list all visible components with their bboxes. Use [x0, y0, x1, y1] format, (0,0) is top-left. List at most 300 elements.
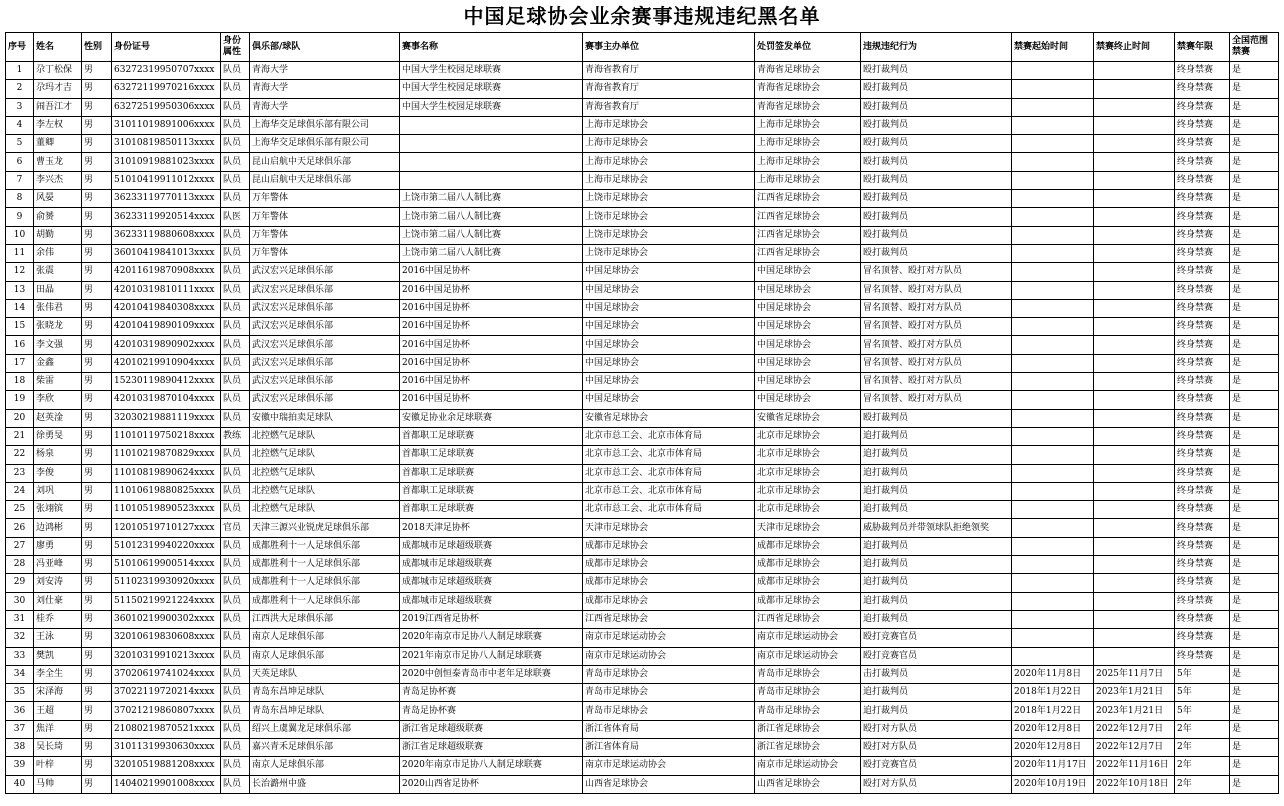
cell-ban-end [1094, 519, 1175, 537]
cell-issuer: 江西省足球协会 [755, 208, 861, 226]
table-row [6, 171, 1279, 189]
cell-issuer: 中国足球协会 [755, 281, 861, 299]
page-title: 中国足球协会业余赛事违规违纪黑名单 [463, 4, 821, 28]
cell-event: 2016中国足协杯 [400, 354, 583, 372]
cell-organizer: 北京市总工会、北京市体育局 [583, 446, 755, 464]
cell-ban-term: 终身禁赛 [1175, 190, 1230, 208]
cell-id-number: 37021219860807xxxx [112, 702, 221, 720]
cell-club: 南京人足球俱乐部 [250, 757, 400, 775]
cell-gender: 男 [82, 263, 112, 281]
cell-nationwide: 是 [1230, 116, 1279, 134]
cell-name: 刘安涛 [34, 574, 82, 592]
cell-violation: 殴打对方队员 [861, 720, 1012, 738]
cell-nationwide: 是 [1230, 62, 1279, 80]
cell-nationwide: 是 [1230, 501, 1279, 519]
cell-ban-end: 2025年11月7日 [1094, 665, 1175, 683]
cell-nationwide: 是 [1230, 318, 1279, 336]
cell-issuer: 北京市足球协会 [755, 464, 861, 482]
cell-violation: 殴打裁判员 [861, 135, 1012, 153]
cell-gender: 男 [82, 80, 112, 98]
cell-id-number: 11010819890624xxxx [112, 464, 221, 482]
cell-ban-term: 终身禁赛 [1175, 80, 1230, 98]
cell-seq: 12 [6, 263, 34, 281]
column-header-identity: 身份属性 [221, 33, 250, 62]
cell-organizer: 上饶市足球协会 [583, 208, 755, 226]
cell-identity: 队员 [221, 190, 250, 208]
cell-seq: 4 [6, 116, 34, 134]
cell-ban-start [1012, 427, 1094, 445]
column-header-organizer: 赛事主办单位 [583, 33, 755, 62]
cell-nationwide: 是 [1230, 98, 1279, 116]
cell-organizer: 南京市足球运动协会 [583, 629, 755, 647]
cell-issuer: 上海市足球协会 [755, 135, 861, 153]
cell-nationwide: 是 [1230, 135, 1279, 153]
cell-name: 闹吾江才 [34, 98, 82, 116]
cell-nationwide: 是 [1230, 391, 1279, 409]
cell-organizer: 南京市足球运动协会 [583, 647, 755, 665]
cell-id-number: 14040219901008xxxx [112, 775, 221, 793]
cell-ban-start [1012, 336, 1094, 354]
cell-issuer: 北京市足球协会 [755, 446, 861, 464]
cell-id-number: 12010519710127xxxx [112, 519, 221, 537]
cell-organizer: 中国足球协会 [583, 391, 755, 409]
cell-gender: 男 [82, 738, 112, 756]
cell-seq: 32 [6, 629, 34, 647]
cell-organizer: 青岛市足球协会 [583, 702, 755, 720]
cell-identity: 队员 [221, 665, 250, 683]
cell-identity: 队员 [221, 98, 250, 116]
cell-gender: 男 [82, 592, 112, 610]
cell-organizer: 北京市总工会、北京市体育局 [583, 501, 755, 519]
cell-name: 张翊镔 [34, 501, 82, 519]
cell-organizer: 成都市足球协会 [583, 556, 755, 574]
cell-ban-start: 2020年12月8日 [1012, 738, 1094, 756]
cell-organizer: 上海市足球协会 [583, 171, 755, 189]
cell-seq: 39 [6, 757, 34, 775]
cell-nationwide: 是 [1230, 171, 1279, 189]
cell-ban-start [1012, 299, 1094, 317]
cell-ban-start: 2018年1月22日 [1012, 702, 1094, 720]
cell-identity: 队员 [221, 702, 250, 720]
cell-identity: 队员 [221, 80, 250, 98]
cell-issuer: 中国足球协会 [755, 263, 861, 281]
cell-organizer: 浙江省体育局 [583, 720, 755, 738]
cell-club: 昆山启航中天足球俱乐部 [250, 153, 400, 171]
cell-ban-term: 终身禁赛 [1175, 135, 1230, 153]
cell-issuer: 南京市足球运动协会 [755, 647, 861, 665]
table-row [6, 409, 1279, 427]
cell-ban-term: 5年 [1175, 665, 1230, 683]
cell-ban-start [1012, 519, 1094, 537]
column-header-ban-end: 禁赛终止时间 [1094, 33, 1175, 62]
cell-issuer: 浙江省足球协会 [755, 738, 861, 756]
cell-nationwide: 是 [1230, 665, 1279, 683]
cell-ban-term: 终身禁赛 [1175, 336, 1230, 354]
column-header-name: 姓名 [34, 33, 82, 62]
cell-identity: 队员 [221, 501, 250, 519]
cell-event: 上饶市第二届八人制比赛 [400, 244, 583, 262]
cell-event: 青岛足协杯赛 [400, 684, 583, 702]
cell-name: 金鑫 [34, 354, 82, 372]
cell-ban-start [1012, 116, 1094, 134]
cell-seq: 9 [6, 208, 34, 226]
cell-issuer: 南京市足球运动协会 [755, 757, 861, 775]
cell-name: 尕玛才吉 [34, 80, 82, 98]
cell-event: 浙江省足球超级联赛 [400, 738, 583, 756]
cell-issuer: 青岛市足球协会 [755, 702, 861, 720]
cell-seq: 7 [6, 171, 34, 189]
cell-organizer: 北京市总工会、北京市体育局 [583, 464, 755, 482]
cell-organizer: 青海省教育厅 [583, 80, 755, 98]
cell-id-number: 42010419890109xxxx [112, 318, 221, 336]
cell-seq: 19 [6, 391, 34, 409]
cell-violation: 殴打裁判员 [861, 244, 1012, 262]
cell-name: 尕丁松保 [34, 62, 82, 80]
table-row [6, 482, 1279, 500]
cell-club: 上海华交足球俱乐部有限公司 [250, 116, 400, 134]
table-row [6, 574, 1279, 592]
column-header-event: 赛事名称 [400, 33, 583, 62]
cell-ban-end [1094, 153, 1175, 171]
cell-ban-term: 终身禁赛 [1175, 446, 1230, 464]
cell-violation: 冒名顶替、殴打对方队员 [861, 263, 1012, 281]
cell-event: 2016中国足协杯 [400, 391, 583, 409]
cell-ban-term: 2年 [1175, 720, 1230, 738]
table-row [6, 647, 1279, 665]
cell-gender: 男 [82, 336, 112, 354]
cell-gender: 男 [82, 574, 112, 592]
cell-seq: 16 [6, 336, 34, 354]
cell-ban-start [1012, 556, 1094, 574]
cell-id-number: 42010319810111xxxx [112, 281, 221, 299]
cell-organizer: 上饶市足球协会 [583, 244, 755, 262]
cell-nationwide: 是 [1230, 610, 1279, 628]
cell-organizer: 上饶市足球协会 [583, 226, 755, 244]
cell-ban-end [1094, 116, 1175, 134]
cell-identity: 队员 [221, 373, 250, 391]
cell-issuer: 中国足球协会 [755, 373, 861, 391]
cell-identity: 队员 [221, 62, 250, 80]
cell-nationwide: 是 [1230, 244, 1279, 262]
table-row [6, 738, 1279, 756]
cell-violation: 殴打裁判员 [861, 116, 1012, 134]
cell-event: 成都城市足球超级联赛 [400, 556, 583, 574]
cell-event [400, 135, 583, 153]
cell-ban-end [1094, 62, 1175, 80]
cell-event: 中国大学生校园足球联赛 [400, 98, 583, 116]
cell-organizer: 北京市总工会、北京市体育局 [583, 482, 755, 500]
cell-ban-end: 2023年1月21日 [1094, 684, 1175, 702]
cell-event: 安徽足协业余足球联赛 [400, 409, 583, 427]
cell-club: 长治潞州中盛 [250, 775, 400, 793]
cell-identity: 队员 [221, 482, 250, 500]
cell-id-number: 32010319910213xxxx [112, 647, 221, 665]
cell-seq: 18 [6, 373, 34, 391]
cell-id-number: 51010619900514xxxx [112, 556, 221, 574]
cell-seq: 33 [6, 647, 34, 665]
cell-ban-end [1094, 427, 1175, 445]
cell-ban-term: 终身禁赛 [1175, 62, 1230, 80]
cell-seq: 24 [6, 482, 34, 500]
table-row [6, 391, 1279, 409]
cell-nationwide: 是 [1230, 482, 1279, 500]
cell-issuer: 青海省足球协会 [755, 80, 861, 98]
cell-violation: 冒名顶替、殴打对方队员 [861, 299, 1012, 317]
cell-issuer: 安徽省足球协会 [755, 409, 861, 427]
table-row [6, 318, 1279, 336]
cell-ban-end: 2023年1月21日 [1094, 702, 1175, 720]
cell-violation: 冒名顶替、殴打对方队员 [861, 373, 1012, 391]
cell-gender: 男 [82, 665, 112, 683]
cell-ban-end: 2022年12月7日 [1094, 738, 1175, 756]
cell-event: 2020山西省足协杯 [400, 775, 583, 793]
cell-club: 北控燃气足球队 [250, 482, 400, 500]
cell-id-number: 32010519881208xxxx [112, 757, 221, 775]
cell-identity: 队员 [221, 226, 250, 244]
cell-event: 成都城市足球超级联赛 [400, 592, 583, 610]
cell-identity: 队员 [221, 244, 250, 262]
cell-organizer: 上海市足球协会 [583, 116, 755, 134]
cell-identity: 队员 [221, 171, 250, 189]
table-body [6, 62, 1279, 794]
cell-nationwide: 是 [1230, 263, 1279, 281]
cell-ban-term: 终身禁赛 [1175, 574, 1230, 592]
cell-seq: 37 [6, 720, 34, 738]
cell-name: 王超 [34, 702, 82, 720]
cell-gender: 男 [82, 62, 112, 80]
cell-violation: 冒名顶替、殴打对方队员 [861, 318, 1012, 336]
cell-issuer: 北京市足球协会 [755, 427, 861, 445]
cell-seq: 21 [6, 427, 34, 445]
cell-club: 成都胜利十一人足球俱乐部 [250, 574, 400, 592]
cell-id-number: 31010919881023xxxx [112, 153, 221, 171]
cell-gender: 男 [82, 153, 112, 171]
table-row [6, 281, 1279, 299]
cell-issuer: 中国足球协会 [755, 354, 861, 372]
table-row [6, 263, 1279, 281]
cell-seq: 26 [6, 519, 34, 537]
cell-event: 首都职工足球联赛 [400, 464, 583, 482]
cell-issuer: 江西省足球协会 [755, 610, 861, 628]
cell-ban-start [1012, 501, 1094, 519]
cell-event: 成都城市足球超级联赛 [400, 537, 583, 555]
cell-club: 武汉宏兴足球俱乐部 [250, 281, 400, 299]
cell-gender: 男 [82, 373, 112, 391]
cell-violation: 殴打对方队员 [861, 738, 1012, 756]
cell-organizer: 中国足球协会 [583, 263, 755, 281]
cell-name: 曹玉龙 [34, 153, 82, 171]
cell-organizer: 上饶市足球协会 [583, 190, 755, 208]
cell-ban-start [1012, 537, 1094, 555]
cell-violation: 追打裁判员 [861, 446, 1012, 464]
cell-organizer: 上海市足球协会 [583, 153, 755, 171]
cell-seq: 6 [6, 153, 34, 171]
cell-seq: 23 [6, 464, 34, 482]
cell-ban-end [1094, 208, 1175, 226]
cell-organizer: 成都市足球协会 [583, 592, 755, 610]
cell-organizer: 中国足球协会 [583, 354, 755, 372]
cell-issuer: 中国足球协会 [755, 299, 861, 317]
cell-ban-term: 终身禁赛 [1175, 373, 1230, 391]
cell-gender: 男 [82, 537, 112, 555]
table-row [6, 684, 1279, 702]
cell-issuer: 江西省足球协会 [755, 190, 861, 208]
cell-id-number: 42010219910904xxxx [112, 354, 221, 372]
cell-event: 首都职工足球联赛 [400, 446, 583, 464]
cell-identity: 队员 [221, 610, 250, 628]
cell-seq: 14 [6, 299, 34, 317]
cell-identity: 队员 [221, 299, 250, 317]
cell-ban-term: 2年 [1175, 738, 1230, 756]
cell-identity: 队员 [221, 684, 250, 702]
cell-event: 2016中国足协杯 [400, 263, 583, 281]
table-row [6, 244, 1279, 262]
cell-identity: 队员 [221, 281, 250, 299]
cell-violation: 击打裁判员 [861, 665, 1012, 683]
cell-organizer: 中国足球协会 [583, 318, 755, 336]
cell-ban-end [1094, 537, 1175, 555]
cell-club: 武汉宏兴足球俱乐部 [250, 299, 400, 317]
cell-ban-start [1012, 391, 1094, 409]
cell-seq: 20 [6, 409, 34, 427]
cell-nationwide: 是 [1230, 226, 1279, 244]
cell-issuer: 南京市足球运动协会 [755, 629, 861, 647]
cell-id-number: 31011019891006xxxx [112, 116, 221, 134]
cell-gender: 男 [82, 647, 112, 665]
cell-nationwide: 是 [1230, 446, 1279, 464]
cell-name: 胡勤 [34, 226, 82, 244]
cell-gender: 男 [82, 427, 112, 445]
cell-name: 桂乔 [34, 610, 82, 628]
cell-issuer: 山西省足球协会 [755, 775, 861, 793]
cell-name: 李文强 [34, 336, 82, 354]
cell-id-number: 63272319950707xxxx [112, 62, 221, 80]
cell-nationwide: 是 [1230, 702, 1279, 720]
cell-club: 武汉宏兴足球俱乐部 [250, 263, 400, 281]
cell-gender: 男 [82, 299, 112, 317]
cell-violation: 冒名顶替、殴打对方队员 [861, 391, 1012, 409]
cell-ban-term: 终身禁赛 [1175, 592, 1230, 610]
cell-id-number: 42010319870104xxxx [112, 391, 221, 409]
cell-violation: 追打裁判员 [861, 482, 1012, 500]
cell-ban-end [1094, 574, 1175, 592]
table-row [6, 190, 1279, 208]
cell-identity: 队员 [221, 135, 250, 153]
cell-violation: 追打裁判员 [861, 556, 1012, 574]
cell-event: 2020年南京市足协八人制足球联赛 [400, 629, 583, 647]
cell-violation: 殴打裁判员 [861, 208, 1012, 226]
cell-event: 青岛足协杯赛 [400, 702, 583, 720]
table-row [6, 226, 1279, 244]
cell-club: 武汉宏兴足球俱乐部 [250, 336, 400, 354]
cell-gender: 男 [82, 482, 112, 500]
table-row [6, 501, 1279, 519]
cell-nationwide: 是 [1230, 738, 1279, 756]
cell-seq: 15 [6, 318, 34, 336]
cell-nationwide: 是 [1230, 757, 1279, 775]
table-row [6, 464, 1279, 482]
cell-name: 边鸿彬 [34, 519, 82, 537]
cell-ban-start [1012, 647, 1094, 665]
cell-club: 南京人足球俱乐部 [250, 647, 400, 665]
cell-violation: 殴打裁判员 [861, 80, 1012, 98]
cell-organizer: 中国足球协会 [583, 299, 755, 317]
cell-club: 北控燃气足球队 [250, 464, 400, 482]
cell-violation: 冒名顶替、殴打对方队员 [861, 354, 1012, 372]
cell-ban-start [1012, 190, 1094, 208]
cell-organizer: 上海市足球协会 [583, 135, 755, 153]
cell-organizer: 北京市总工会、北京市体育局 [583, 427, 755, 445]
cell-gender: 男 [82, 409, 112, 427]
cell-event: 中国大学生校园足球联赛 [400, 80, 583, 98]
cell-event: 2016中国足协杯 [400, 281, 583, 299]
cell-club: 绍兴上虞翼龙足球俱乐部 [250, 720, 400, 738]
cell-club: 江西洪大足球俱乐部 [250, 610, 400, 628]
cell-identity: 队员 [221, 464, 250, 482]
cell-violation: 殴打裁判员 [861, 171, 1012, 189]
cell-issuer: 青岛市足球协会 [755, 665, 861, 683]
cell-ban-term: 终身禁赛 [1175, 281, 1230, 299]
cell-ban-end [1094, 226, 1175, 244]
cell-organizer: 中国足球协会 [583, 281, 755, 299]
table-row [6, 775, 1279, 793]
cell-issuer: 成都市足球协会 [755, 556, 861, 574]
cell-gender: 男 [82, 171, 112, 189]
cell-id-number: 63272519950306xxxx [112, 98, 221, 116]
cell-id-number: 51010419911012xxxx [112, 171, 221, 189]
cell-ban-start [1012, 464, 1094, 482]
cell-ban-term: 终身禁赛 [1175, 409, 1230, 427]
cell-ban-end [1094, 409, 1175, 427]
cell-issuer: 成都市足球协会 [755, 574, 861, 592]
cell-event: 2016中国足协杯 [400, 299, 583, 317]
table-row [6, 610, 1279, 628]
cell-violation: 殴打竞赛官员 [861, 757, 1012, 775]
cell-gender: 男 [82, 190, 112, 208]
cell-id-number: 31011319930630xxxx [112, 738, 221, 756]
cell-id-number: 36010419841013xxxx [112, 244, 221, 262]
cell-organizer: 天津市足球协会 [583, 519, 755, 537]
cell-gender: 男 [82, 775, 112, 793]
cell-nationwide: 是 [1230, 427, 1279, 445]
cell-name: 杨泉 [34, 446, 82, 464]
cell-issuer: 江西省足球协会 [755, 226, 861, 244]
cell-event [400, 153, 583, 171]
cell-seq: 34 [6, 665, 34, 683]
cell-ban-start [1012, 98, 1094, 116]
cell-identity: 队员 [221, 391, 250, 409]
cell-club: 万年警体 [250, 190, 400, 208]
cell-gender: 男 [82, 244, 112, 262]
cell-ban-start [1012, 629, 1094, 647]
cell-name: 柴雷 [34, 373, 82, 391]
cell-gender: 男 [82, 318, 112, 336]
cell-gender: 男 [82, 702, 112, 720]
cell-seq: 8 [6, 190, 34, 208]
cell-issuer: 青岛市足球协会 [755, 684, 861, 702]
cell-ban-start [1012, 446, 1094, 464]
table-row [6, 62, 1279, 80]
cell-seq: 30 [6, 592, 34, 610]
cell-nationwide: 是 [1230, 592, 1279, 610]
cell-gender: 男 [82, 116, 112, 134]
cell-id-number: 11010519890523xxxx [112, 501, 221, 519]
cell-issuer: 天津市足球协会 [755, 519, 861, 537]
cell-club: 成都胜利十一人足球俱乐部 [250, 556, 400, 574]
cell-identity: 队员 [221, 775, 250, 793]
cell-ban-term: 终身禁赛 [1175, 354, 1230, 372]
cell-issuer: 青海省足球协会 [755, 98, 861, 116]
